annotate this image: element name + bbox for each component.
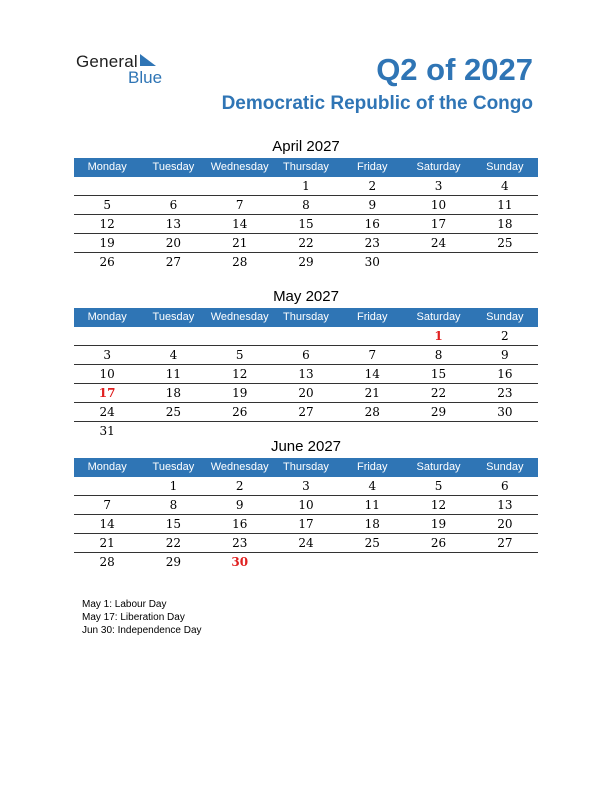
- day-cell: 30: [231, 555, 249, 569]
- day-cell: 2: [235, 479, 244, 493]
- day-cell: 13: [298, 367, 314, 381]
- day-cell: 27: [298, 405, 314, 419]
- empty-day-cell: [74, 177, 140, 195]
- day-cell: 8: [169, 498, 178, 512]
- empty-day-cell: [273, 327, 339, 345]
- week-row: [74, 365, 538, 384]
- empty-day-cell: [207, 327, 273, 345]
- weekday-label: Wednesday: [210, 161, 269, 173]
- day-cell: 28: [99, 555, 115, 569]
- day-cell: 28: [232, 255, 248, 269]
- calendar-june: [74, 436, 538, 572]
- month-title: June 2027: [270, 438, 342, 455]
- day-cell: 23: [497, 386, 513, 400]
- day-cell: 2: [368, 179, 377, 193]
- day-cell: 15: [298, 217, 314, 231]
- day-cell: 23: [364, 236, 380, 250]
- day-cell: 29: [165, 555, 182, 569]
- day-cell: 29: [298, 255, 314, 269]
- day-cell: 5: [103, 198, 111, 212]
- empty-day-cell: [140, 327, 206, 345]
- day-cell: 21: [99, 536, 115, 550]
- day-cell: 2: [501, 329, 509, 343]
- day-cell: 26: [430, 536, 447, 550]
- weekday-label: Thursday: [283, 161, 329, 173]
- day-cell: 6: [501, 479, 509, 493]
- day-cell: 28: [364, 405, 380, 419]
- empty-day-cell: [339, 327, 405, 345]
- day-cell: 8: [434, 348, 443, 362]
- day-cell: 19: [430, 517, 447, 531]
- weekday-header: [74, 158, 538, 177]
- day-cell: 15: [165, 517, 182, 531]
- day-cell: 7: [103, 498, 111, 512]
- day-cell: 18: [497, 217, 513, 231]
- weekday-label: Wednesday: [210, 311, 269, 323]
- day-cell: 27: [497, 536, 513, 550]
- day-cell: 4: [368, 479, 377, 493]
- day-cell: 26: [232, 405, 248, 419]
- day-cell: 10: [430, 198, 447, 212]
- day-cell: 6: [169, 198, 178, 212]
- day-cell: 14: [364, 367, 380, 381]
- weekday-header: [74, 458, 538, 477]
- day-cell: 13: [497, 498, 513, 512]
- day-cell: 1: [302, 179, 310, 193]
- calendar-april: [74, 136, 538, 272]
- week-row: [74, 496, 538, 515]
- day-cell: 24: [99, 405, 115, 419]
- page-title: Q2 of 2027: [376, 52, 533, 87]
- day-cell: 17: [430, 217, 447, 231]
- day-cell: 3: [302, 479, 310, 493]
- day-cell: 9: [235, 498, 244, 512]
- weekday-label: Monday: [87, 311, 127, 323]
- day-cell: 25: [497, 236, 513, 250]
- week-row: [74, 196, 538, 215]
- day-cell: 10: [99, 367, 115, 381]
- day-cell: 8: [302, 198, 310, 212]
- week-row: [74, 234, 538, 253]
- empty-day-cell: [140, 177, 206, 195]
- week-row: [74, 327, 538, 346]
- weekday-label: Saturday: [416, 311, 461, 323]
- day-cell: 30: [364, 255, 380, 269]
- day-cell: 9: [368, 198, 377, 212]
- day-cell: 10: [298, 498, 314, 512]
- day-cell: 27: [165, 255, 182, 269]
- weekday-label: Friday: [356, 311, 388, 323]
- day-cell: 22: [298, 236, 314, 250]
- holiday-entry: May 17: Liberation Day: [82, 612, 185, 623]
- weekday-label: Tuesday: [152, 461, 195, 473]
- day-cell: 18: [364, 517, 380, 531]
- week-row: [74, 515, 538, 534]
- day-cell: 3: [103, 348, 111, 362]
- weekday-label: Sunday: [486, 161, 524, 173]
- weekday-header: [74, 308, 538, 327]
- day-cell: 26: [99, 255, 115, 269]
- day-cell: 24: [298, 536, 314, 550]
- day-cell: 14: [99, 517, 115, 531]
- weekday-label: Thursday: [283, 311, 329, 323]
- week-row: [74, 384, 538, 403]
- day-cell: 3: [434, 179, 443, 193]
- country-subtitle: Democratic Republic of the Congo: [221, 93, 533, 114]
- day-cell: 20: [497, 517, 513, 531]
- holiday-list: [82, 598, 202, 637]
- calendar-may: [74, 286, 538, 441]
- day-cell: 24: [430, 236, 447, 250]
- day-cell: 29: [430, 405, 447, 419]
- day-cell: 12: [99, 217, 115, 231]
- day-cell: 31: [99, 424, 115, 438]
- day-cell: 17: [98, 386, 116, 400]
- logo-general-text: General: [76, 52, 138, 71]
- week-row: [74, 477, 538, 496]
- day-cell: 20: [165, 236, 182, 250]
- day-cell: 22: [430, 386, 447, 400]
- day-cell: 5: [235, 348, 244, 362]
- weekday-label: Monday: [87, 161, 127, 173]
- day-cell: 1: [169, 479, 178, 493]
- empty-day-cell: [472, 253, 538, 272]
- week-row: [74, 253, 538, 272]
- day-cell: 22: [165, 536, 182, 550]
- day-cell: 11: [497, 198, 513, 212]
- weekday-label: Monday: [87, 461, 127, 473]
- week-row: [74, 215, 538, 234]
- day-cell: 1: [434, 329, 443, 343]
- day-cell: 16: [497, 367, 513, 381]
- logo-blue-text: Blue: [128, 68, 163, 87]
- day-cell: 5: [434, 479, 443, 493]
- week-row: [74, 553, 538, 572]
- day-cell: 4: [501, 179, 509, 193]
- month-title: May 2027: [273, 288, 339, 305]
- day-cell: 23: [232, 536, 248, 550]
- logo-triangle-icon: [140, 54, 156, 66]
- week-row: [74, 403, 538, 422]
- day-cell: 7: [235, 198, 244, 212]
- empty-day-cell: [74, 477, 140, 495]
- weekday-label: Saturday: [416, 161, 461, 173]
- day-cell: 11: [364, 498, 380, 512]
- day-cell: 4: [169, 348, 178, 362]
- weekday-label: Sunday: [486, 311, 524, 323]
- day-cell: 15: [430, 367, 447, 381]
- day-cell: 20: [298, 386, 314, 400]
- empty-day-cell: [207, 177, 273, 195]
- weekday-label: Tuesday: [152, 311, 195, 323]
- weekday-label: Friday: [356, 461, 388, 473]
- weekday-label: Sunday: [486, 461, 524, 473]
- week-row: [74, 177, 538, 196]
- day-cell: 17: [298, 517, 314, 531]
- month-title: April 2027: [272, 138, 340, 155]
- empty-day-cell: [74, 327, 140, 345]
- holiday-entry: May 1: Labour Day: [82, 599, 167, 610]
- empty-day-cell: [405, 553, 471, 572]
- day-cell: 21: [232, 236, 248, 250]
- empty-day-cell: [405, 253, 471, 272]
- day-cell: 11: [165, 367, 182, 381]
- day-cell: 25: [364, 536, 380, 550]
- week-row: [74, 346, 538, 365]
- day-cell: 19: [99, 236, 115, 250]
- day-cell: 18: [165, 386, 182, 400]
- holiday-entry: Jun 30: Independence Day: [82, 625, 202, 636]
- day-cell: 30: [497, 405, 513, 419]
- empty-day-cell: [339, 553, 405, 572]
- weekday-label: Wednesday: [210, 461, 269, 473]
- day-cell: 19: [232, 386, 248, 400]
- weekday-label: Saturday: [416, 461, 461, 473]
- generalblue-logo: [76, 52, 176, 88]
- day-cell: 9: [501, 348, 509, 362]
- weekday-label: Friday: [356, 161, 388, 173]
- day-cell: 7: [368, 348, 377, 362]
- day-cell: 16: [364, 217, 380, 231]
- weekday-label: Thursday: [283, 461, 329, 473]
- day-cell: 14: [232, 217, 248, 231]
- day-cell: 25: [165, 405, 182, 419]
- day-cell: 16: [232, 517, 248, 531]
- week-row: [74, 534, 538, 553]
- empty-day-cell: [472, 553, 538, 572]
- day-cell: 13: [165, 217, 182, 231]
- empty-day-cell: [273, 553, 339, 572]
- weekday-label: Tuesday: [152, 161, 195, 173]
- day-cell: 21: [364, 386, 380, 400]
- day-cell: 12: [430, 498, 447, 512]
- day-cell: 6: [302, 348, 310, 362]
- day-cell: 12: [232, 367, 248, 381]
